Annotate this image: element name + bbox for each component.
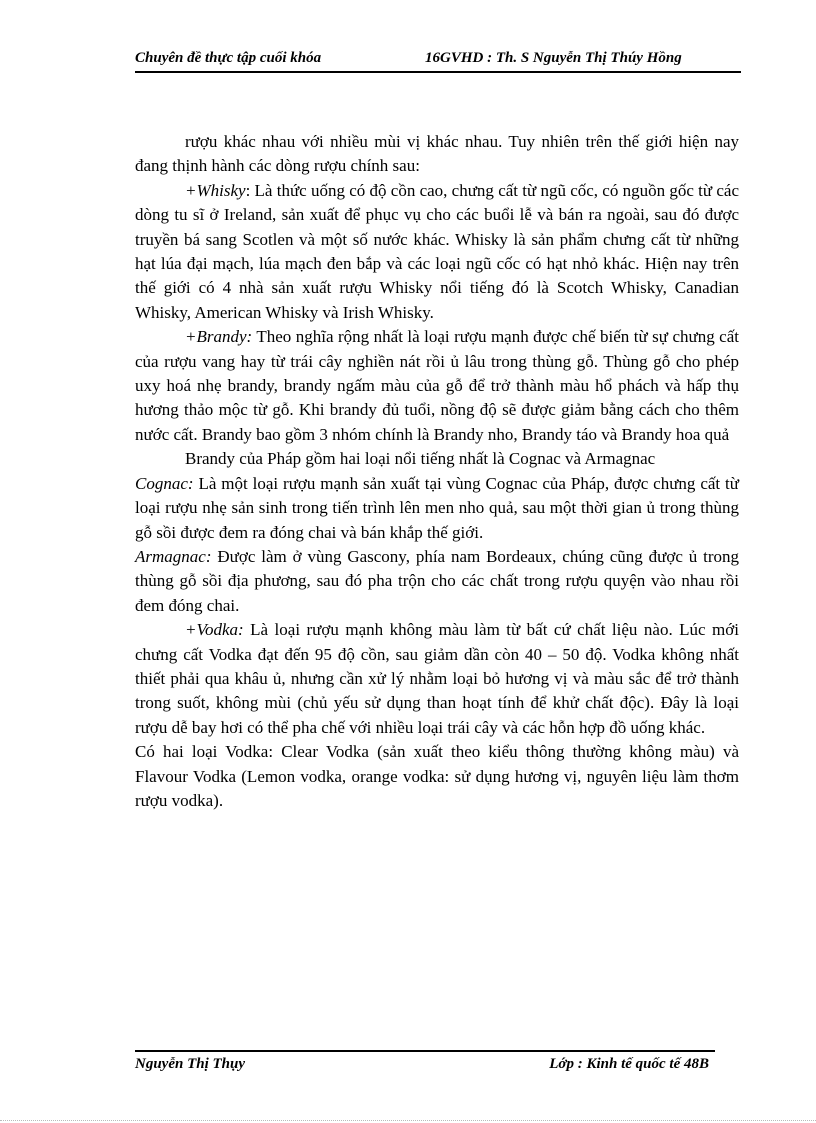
header-title: Chuyên đề thực tập cuối khóa — [135, 50, 322, 66]
whisky-label: +Whisky — [185, 180, 246, 200]
page-footer — [135, 1056, 715, 1078]
document-body — [135, 130, 739, 813]
paragraph-armagnac — [135, 545, 739, 618]
paragraph-brandy — [135, 325, 739, 447]
footer-author: Nguyễn Thị Thụy — [135, 1056, 246, 1072]
paragraph-vodka — [135, 618, 739, 740]
header-divider — [135, 71, 741, 73]
armagnac-text: Được làm ở vùng Gascony, phía nam Bordeaux, chúng cũng được ủ trong thùng gỗ sồi địa phương, sau đó pha trộn cho các chất trong rượu quyện vào nhau rồi đem đóng chai. — [135, 546, 739, 615]
cognac-text: Là một loại rượu mạnh sản xuất tại vùng Cognac của Pháp, được chưng cất từ loại rượu nhẹ sản sinh trong tiến trình lên men nho quả, sau một thời gian ủ trong thùng gỗ sồi được đem ra đóng chai và bán khắp thế giới. — [135, 473, 739, 542]
header-supervisor-name: GVHD : Th. S Nguyễn Thị Thúy Hồng — [440, 50, 682, 66]
page-break-line — [0, 1120, 816, 1121]
brandy-text: Theo nghĩa rộng nhất là loại rượu mạnh được chế biến từ sự chưng cất của rượu vang hay từ trái cây nghiền nát rồi ủ lâu trong thùng gỗ. Thùng gỗ cho phép uxy hoá nhẹ brandy, brandy ngấm màu của gỗ để trở thành màu hổ phách và hấp thụ hương thảo mộc từ gỗ. Khi brandy đủ tuổi, nồng độ sẽ được giảm bằng cách cho thêm nước cất. Brandy bao gồm 3 nhóm chính là Brandy nho, Brandy táo và Brandy hoa quả — [135, 327, 739, 444]
paragraph-brandy-france: Brandy của Pháp gồm hai loại nổi tiếng nhất là Cognac và Armagnac — [185, 449, 656, 469]
cognac-label: Cognac: — [135, 473, 194, 493]
footer-class: Lớp : Kinh tế quốc tế 48B — [549, 1056, 709, 1072]
paragraph-whisky — [135, 179, 739, 325]
page-number: 16 — [425, 50, 440, 66]
armagnac-label: Armagnac: — [135, 546, 212, 566]
header-supervisor — [425, 50, 682, 67]
paragraph-intro: rượu khác nhau với nhiều mùi vị khác nhau. Tuy nhiên trên thế giới hiện nay đang thịnh hành các dòng rượu chính sau: — [135, 132, 739, 176]
paragraph-vodka-types: Có hai loại Vodka: Clear Vodka (sản xuất theo kiểu thông thường không màu) và Flavour Vodka (Lemon vodka, orange vodka: sử dụng hương vị, nguyên liệu làm thơm rượu vodka). — [135, 742, 739, 810]
footer-divider — [135, 1050, 715, 1052]
vodka-text: Là loại rượu mạnh không màu làm từ bất cứ chất liệu nào. Lúc mới chưng cất Vodka đạt đến 95 độ cồn, sau giảm dần còn 40 – 50 độ. Vodka không nhất thiết phải qua khâu ủ, nhưng cần xử lý nhằm loại bỏ hương vị và màu sắc để trở thành trong suốt, không mùi (chủ yếu sử dụng than hoạt tính để khử chất độc). Đây là loại rượu dễ bay hơi có thể pha chế với nhiều loại trái cây và các hỗn hợp đồ uống khác. — [135, 620, 739, 737]
paragraph-cognac — [135, 472, 739, 545]
page-header — [135, 48, 741, 72]
brandy-label: +Brandy: — [185, 327, 253, 347]
whisky-text: : Là thức uống có độ cồn cao, chưng cất từ ngũ cốc, có nguồn gốc từ các dòng tu sĩ ở Ireland, sản xuất để phục vụ cho các buổi lễ và bán ra ngoài, sau đó được truyền bá sang Scotlen và một số nước khác. Whisky là sản phẩm chưng cất từ những hạt lúa đại mạch, lúa mạch đen bắp và các loại ngũ cốc có hạt nhỏ khác. Hiện nay trên thế giới có 4 nhà sản xuất rượu Whisky nổi tiếng đó là Scotch Whisky, Canadian Whisky, American Whisky và Irish Whisky. — [135, 180, 739, 322]
vodka-label: +Vodka: — [185, 620, 244, 640]
